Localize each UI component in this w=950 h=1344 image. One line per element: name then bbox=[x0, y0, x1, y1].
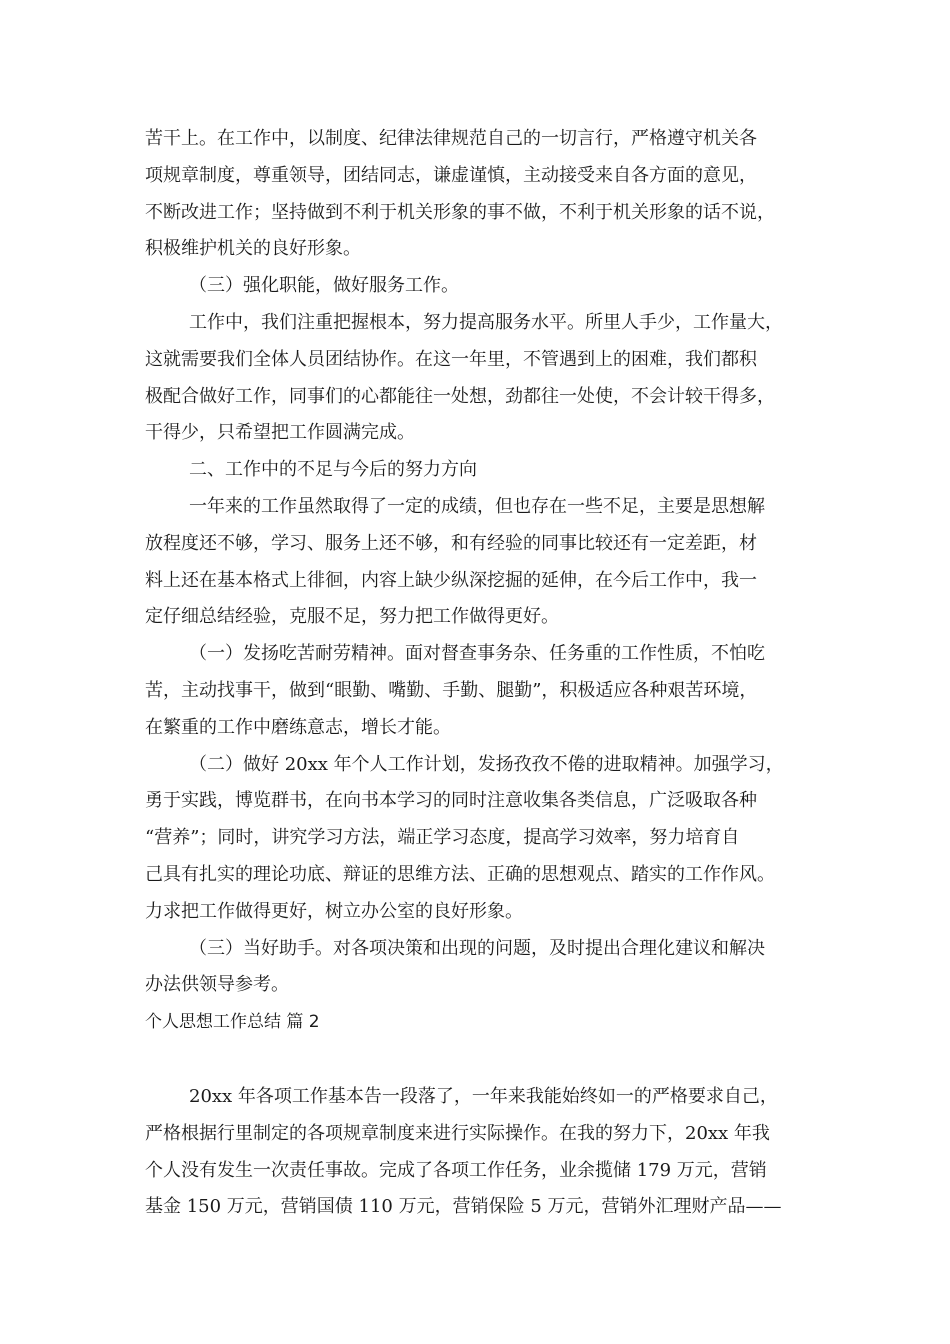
text-line: 这就需要我们全体人员团结协作。在这一年里，不管遇到上的困难，我们都积 bbox=[145, 348, 757, 370]
text-line: 力求把工作做得更好，树立办公室的良好形象。 bbox=[145, 900, 523, 922]
text-line: 积极维护机关的良好形象。 bbox=[145, 238, 361, 260]
paragraph-annual-summary bbox=[145, 1079, 810, 1226]
paragraph-hard-work bbox=[145, 636, 810, 746]
text-line: 苦，主动找事干，做到“眼勤、嘴勤、手勤、腿勤”，积极适应各种艰苦环境， bbox=[145, 679, 758, 701]
document-page bbox=[145, 121, 810, 1226]
text-line: 工作中，我们注重把握根本，努力提高服务水平。所里人手少，工作量大， bbox=[189, 311, 783, 333]
text-line: 严格根据行里制定的各项规章制度来进行实际操作。在我的努力下，20xx 年我 bbox=[145, 1122, 770, 1144]
text-line: 项规章制度，尊重领导，团结同志，谦虚谨慎，主动接受来自各方面的意见， bbox=[145, 164, 757, 186]
text-line: 放程度还不够，学习、服务上还不够，和有经验的同事比较还有一定差距，材 bbox=[145, 532, 757, 554]
paragraph-teamwork bbox=[145, 305, 810, 452]
text-line: 料上还在基本格式上徘徊，内容上缺少纵深挖掘的延伸，在今后工作中，我一 bbox=[145, 569, 757, 591]
text-line: 基金 150 万元，营销国债 110 万元，营销保险 5 万元，营销外汇理财产品—— bbox=[145, 1196, 782, 1218]
text-line: （三）当好助手。对各项决策和出现的问题，及时提出合理化建议和解决 bbox=[189, 937, 765, 959]
text-line: 个人没有发生一次责任事故。完成了各项工作任务，业余揽储 179 万元，营销 bbox=[145, 1159, 767, 1181]
text-line: 办法供领导参考。 bbox=[145, 974, 289, 996]
text-line: 己具有扎实的理论功底、辩证的思维方法、正确的思想观点、踏实的工作作风。 bbox=[145, 863, 775, 885]
paragraph-work-plan bbox=[145, 747, 810, 931]
text-line: 20xx 年各项工作基本告一段落了，一年来我能始终如一的严格要求自己， bbox=[189, 1085, 778, 1107]
paragraph-assistant bbox=[145, 931, 810, 1005]
paragraph-discipline bbox=[145, 121, 810, 268]
blank-line bbox=[145, 1041, 810, 1079]
section-title: 个人思想工作总结 篇 2 bbox=[145, 1012, 320, 1033]
text-line: 干得少，只希望把工作圆满完成。 bbox=[145, 422, 415, 444]
text-line: 极配合做好工作，同事们的心都能往一处想，劲都往一处使，不会计较干得多， bbox=[145, 385, 775, 407]
text-line: 定仔细总结经验，克服不足，努力把工作做得更好。 bbox=[145, 606, 559, 628]
text-line: （一）发扬吃苦耐劳精神。面对督查事务杂、任务重的工作性质，不怕吃 bbox=[189, 643, 765, 665]
heading-shortcomings: 二、工作中的不足与今后的努力方向 bbox=[189, 459, 477, 481]
subheading-strengthen-service: （三）强化职能，做好服务工作。 bbox=[189, 275, 459, 297]
text-line: 在繁重的工作中磨练意志，增长才能。 bbox=[145, 716, 451, 738]
text-line: （二）做好 20xx 年个人工作计划，发扬孜孜不倦的进取精神。加强学习， bbox=[189, 753, 784, 775]
text-line: 不断改进工作；坚持做到不利于机关形象的事不做，不利于机关形象的话不说， bbox=[145, 201, 775, 223]
text-line: 苦干上。在工作中，以制度、纪律法律规范自己的一切言行，严格遵守机关各 bbox=[145, 128, 757, 149]
text-line: 一年来的工作虽然取得了一定的成绩，但也存在一些不足，主要是思想解 bbox=[189, 495, 765, 517]
paragraph-shortcomings bbox=[145, 489, 810, 636]
text-line: “营养”；同时，讲究学习方法，端正学习态度，提高学习效率，努力培育自 bbox=[145, 827, 740, 849]
text-line: 勇于实践，博览群书，在向书本学习的同时注意收集各类信息，广泛吸取各种 bbox=[145, 790, 757, 812]
